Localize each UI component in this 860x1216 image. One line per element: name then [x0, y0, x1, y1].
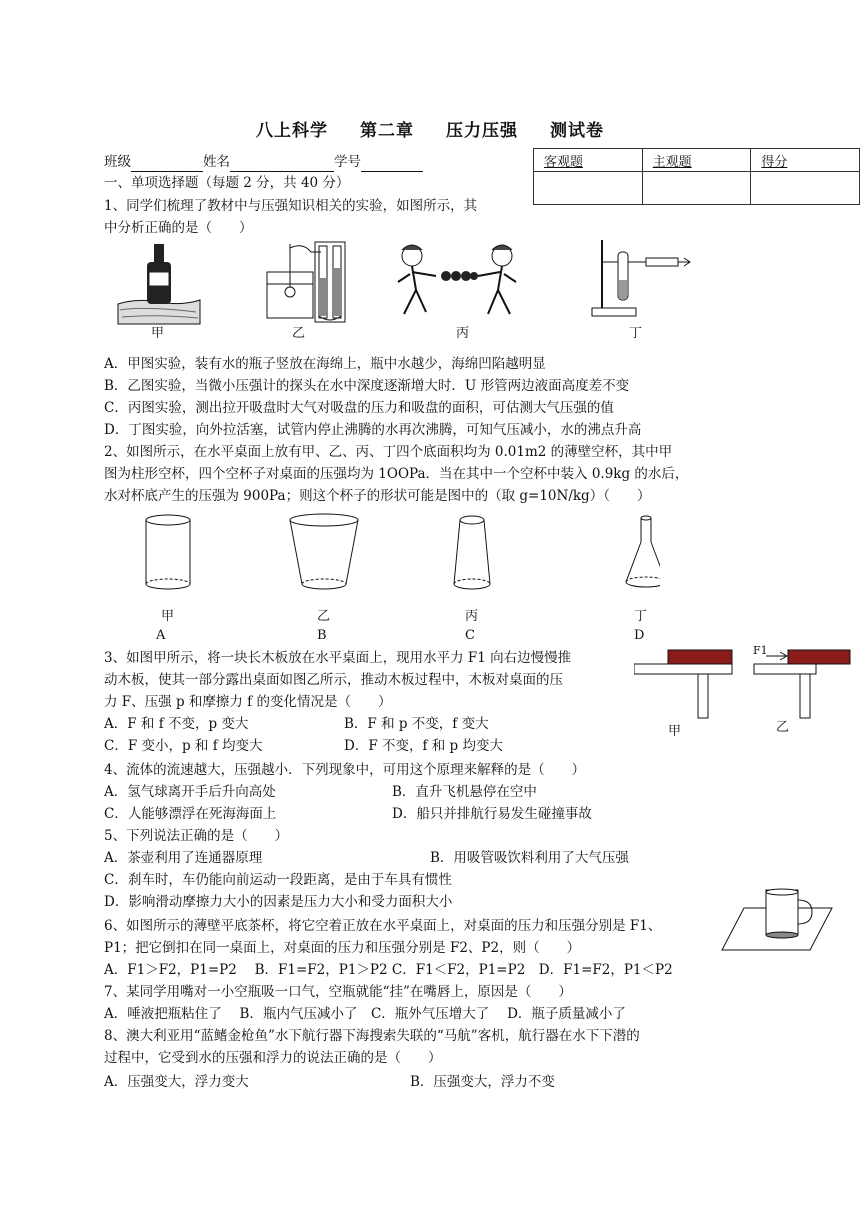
q5-option-d[interactable]: D．影响滑动摩擦力大小的因素是压力大小和受力面积大小 — [104, 894, 453, 910]
cup-narrow-top — [454, 516, 490, 589]
q1-stem-line2: 中分析正确的是（ ） — [104, 220, 253, 236]
q1-stem-line1: 1、同学们梳理了教材中与压强知识相关的实验，如图所示，其 — [104, 198, 478, 214]
q1-figure-pressure-gauge — [263, 238, 347, 324]
q3-stem-line3: 力 F、压强 p 和摩擦力 f 的变化情况是（ ） — [104, 694, 392, 710]
score-cell-subjective[interactable] — [642, 172, 751, 205]
q2-stem-line1: 2、如图所示，在水平桌面上放有甲、乙、丙、丁四个底面积均为 0.01m2 的薄壁空杯，其中甲 — [104, 444, 673, 460]
q1-option-d[interactable]: D．丁图实验，向外拉活塞，试管内停止沸腾的水再次沸腾，可知气压减小，水的沸点升高 — [104, 422, 642, 438]
q3-option-d[interactable]: D．F 不变，f 和 p 均变大 — [344, 738, 503, 754]
q5-stem: 5、下列说法正确的是（ ） — [104, 828, 289, 844]
q2-letter-d[interactable]: D — [634, 628, 645, 643]
q2-label-bing: 丙 — [465, 609, 479, 624]
q3-stem-line1: 3、如图甲所示，将一块长木板放在水平桌面上，现用水平力 F1 向右边慢慢推 — [104, 650, 572, 666]
q1-option-b[interactable]: B．乙图实验，当微小压强计的探头在水中深度逐渐增大时．U 形管两边液面高度差不变 — [104, 378, 630, 394]
q1-label-bing: 丙 — [456, 326, 470, 341]
q3-board-table-figure — [634, 642, 854, 740]
q3-option-c[interactable]: C．F 变小，p 和 f 均变大 — [104, 738, 263, 754]
q6-stem-line1: 6、如图所示的薄壁平底茶杯，将它空着正放在水平桌面上，对桌面的压力和压强分别是 F1、 — [104, 918, 662, 934]
student-info-row — [104, 152, 423, 172]
q2-stem-line3: 水对杯底产生的压强为 900Pa；则这个杯子的形状可能是图中的（取 g=10N/kg）（ ） — [104, 488, 651, 504]
score-header-subjective: 主观题 — [642, 149, 751, 172]
q1-figure-syringe-test-tube — [588, 236, 694, 320]
q1-option-a[interactable]: A．甲图实验，装有水的瓶子竖放在海绵上，瓶中水越少，海绵凹陷越明显 — [104, 356, 546, 372]
cup-cylinder — [146, 515, 190, 589]
q3-label-yi: 乙 — [776, 720, 790, 735]
q6-options[interactable]: A．F1＞F2，P1=P2 B．F1=F2，P1＞P2 C．F1＜F2，P1=P2 D．F1=F2，P1＜P2 — [104, 962, 673, 978]
class-label: 班级 — [104, 154, 131, 170]
q4-stem: 4、流体的流速越大，压强越小．下列现象中，可用这个原理来解释的是（ ） — [104, 762, 586, 778]
q1-label-ding: 丁 — [629, 326, 643, 341]
q8-stem-line2: 过程中，它受到水的压强和浮力的说法正确的是（ ） — [104, 1050, 442, 1066]
q8-option-b[interactable]: B．压强变大，浮力不变 — [410, 1074, 555, 1090]
q5-option-b[interactable]: B．用吸管吸饮料利用了大气压强 — [430, 850, 629, 866]
q1-figure-suction-cups — [390, 242, 526, 322]
q2-cup-shapes-figure — [140, 512, 660, 594]
score-header-objective: 客观题 — [534, 149, 643, 172]
score-header-total: 得分 — [751, 149, 860, 172]
q2-label-ding: 丁 — [634, 609, 648, 624]
q3-stem-line2: 动木板，使其一部分露出桌面如图乙所示，推动木板过程中，木板对桌面的压 — [104, 672, 563, 688]
q6-mug-on-table-figure — [720, 888, 840, 954]
q1-figure-bottle-on-sponge — [116, 242, 202, 326]
q2-label-yi: 乙 — [317, 609, 331, 624]
q3-option-b[interactable]: B．F 和 p 不变，f 变大 — [344, 716, 489, 732]
q3-force-label: F1 — [753, 644, 768, 657]
q1-option-c[interactable]: C．丙图实验，测出拉开吸盘时大气对吸盘的压力和吸盘的面积，可估测大气压强的值 — [104, 400, 614, 416]
q4-option-a[interactable]: A．氢气球离开手后升向高处 — [104, 784, 276, 800]
class-field[interactable] — [131, 157, 203, 172]
q2-letter-b[interactable]: B — [317, 628, 327, 643]
number-field[interactable] — [361, 157, 423, 172]
title-chapter: 第二章 — [360, 121, 414, 141]
q4-option-c[interactable]: C．人能够漂浮在死海海面上 — [104, 806, 277, 822]
q3-label-jia: 甲 — [668, 724, 682, 739]
name-label: 姓名 — [203, 154, 230, 170]
q2-stem-line2: 图为柱形空杯，四个空杯子对桌面的压强均为 1OOPa．当在其中一个空杯中装入 0.9kg 的水后， — [104, 466, 689, 482]
q8-stem-line1: 8、澳大利亚用“蓝鳍金枪鱼”水下航行器下海搜索失联的“马航”客机，航行器在水下下潜的 — [104, 1028, 640, 1044]
q7-stem: 7、某同学用嘴对一小空瓶吸一口气，空瓶就能“挂”在嘴唇上，原因是（ ） — [104, 984, 572, 1000]
q4-option-d[interactable]: D．船只并排航行易发生碰撞事故 — [392, 806, 592, 822]
title-topic: 压力压强 — [446, 121, 518, 141]
title-subject: 八上科学 — [256, 121, 328, 141]
name-field[interactable] — [230, 157, 334, 172]
q5-option-a[interactable]: A．茶壶利用了连通器原理 — [104, 850, 263, 866]
number-label: 学号 — [334, 154, 361, 170]
q8-option-a[interactable]: A．压强变大，浮力变大 — [104, 1074, 249, 1090]
score-cell-total[interactable] — [751, 172, 860, 205]
q4-option-b[interactable]: B．直升飞机悬停在空中 — [392, 784, 537, 800]
q3-option-a[interactable]: A．F 和 f 不变，p 变大 — [104, 716, 249, 732]
cup-wide-top — [290, 514, 358, 589]
q5-option-c[interactable]: C．刹车时，车仍能向前运动一段距离，是由于车具有惯性 — [104, 872, 452, 888]
title-kind: 测试卷 — [550, 121, 604, 141]
score-cell-objective[interactable] — [534, 172, 643, 205]
score-table — [533, 148, 860, 205]
q2-label-jia: 甲 — [161, 609, 175, 624]
q2-letter-c[interactable]: C — [465, 628, 475, 643]
q1-label-yi: 乙 — [292, 326, 306, 341]
section-heading: 一、单项选择题（每题 2 分，共 40 分） — [104, 175, 350, 191]
q1-label-jia: 甲 — [151, 326, 165, 341]
q2-letter-a[interactable]: A — [156, 628, 166, 643]
page-title — [0, 116, 860, 141]
cup-flask — [626, 516, 660, 587]
q6-stem-line2: P1；把它倒扣在同一桌面上，对桌面的压力和压强分别是 F2、P2，则（ ） — [104, 940, 581, 956]
q7-options[interactable]: A．唾液把瓶粘住了 B．瓶内气压减小了 C．瓶外气压增大了 D．瓶子质量减小了 — [104, 1006, 626, 1022]
